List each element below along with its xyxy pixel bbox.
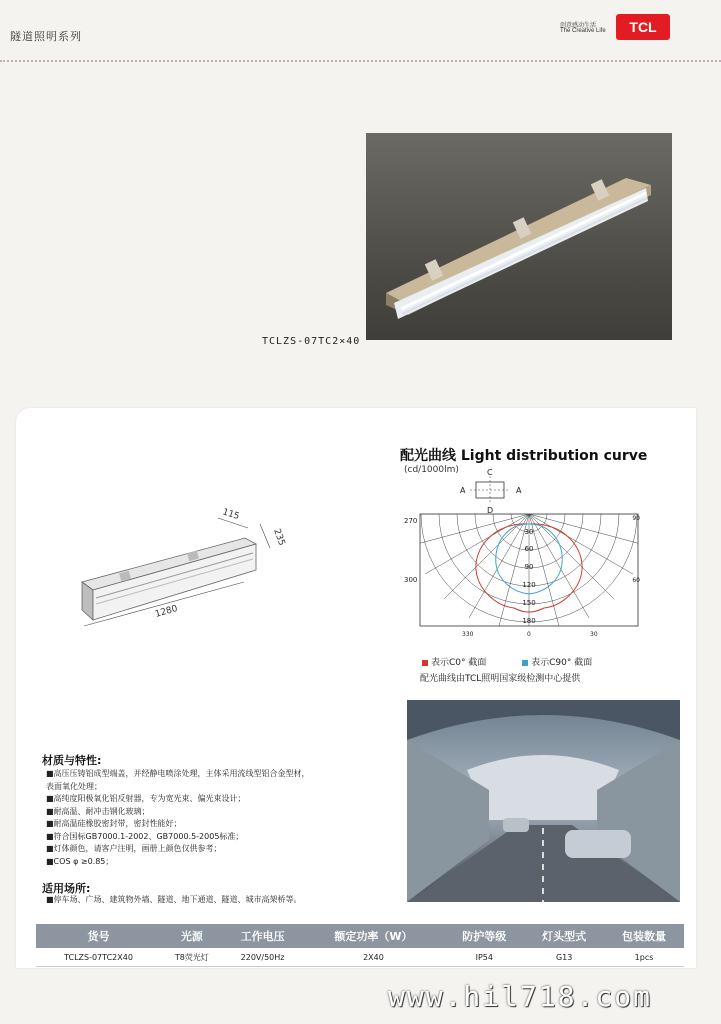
curve-provider-note: 配光曲线由TCL照明国家级检测中心提供 (420, 674, 581, 684)
radial-150: 150 (522, 599, 536, 607)
curve-legend (422, 655, 592, 668)
dim-length: 1280 (154, 603, 179, 620)
polar-chart (404, 478, 640, 642)
watermark: www.hil718.com (388, 980, 653, 1013)
legend-c90: 表示C90° 截面 (531, 658, 593, 668)
feature-item: ■高纯度阳极氧化铝反射器，专为宽光束、偏光束设计； (46, 794, 246, 803)
radial-120: 120 (522, 581, 536, 589)
cell-ip-rating: IP54 (444, 948, 524, 967)
fixture-illustration (366, 133, 672, 340)
cell-voltage: 220V/50Hz (223, 948, 303, 967)
header-item-no: 货号 (36, 924, 161, 948)
plane-a-left: A (460, 486, 466, 495)
tunnel-illustration (407, 700, 680, 902)
features-list (46, 768, 386, 868)
feature-item: ■COS φ ≥0.85； (46, 856, 114, 866)
radial-180: 180 (522, 617, 536, 625)
feature-item: ■耐高温、耐冲击钢化玻璃； (46, 806, 150, 816)
tunnel-photo (407, 700, 680, 902)
dim-height: 235 (271, 527, 287, 548)
tcl-logo: TCL (616, 14, 670, 40)
spec-table (36, 924, 684, 967)
feature-item: ■高压压铸铝成型端盖，并经静电喷涂处理，主体采用流线型铝合金型材， (46, 769, 310, 778)
product-photo (366, 133, 672, 340)
plane-d: D (487, 506, 494, 514)
header-ip-rating: 防护等级 (444, 924, 524, 948)
c0-swatch (422, 660, 428, 666)
angle-0: 0 (527, 631, 531, 638)
series-title: 隧道照明系列 (10, 30, 82, 43)
applications-title: 适用场所: (42, 882, 91, 895)
dim-width: 115 (221, 507, 241, 523)
angle-330: 330 (462, 631, 474, 638)
table-header-row (36, 924, 684, 948)
header-divider (0, 60, 721, 62)
feature-item: ■灯体颜色，请客户注明，画册上颜色仅供参考； (46, 844, 222, 853)
angle-90: 90 (632, 515, 640, 522)
header-voltage: 工作电压 (223, 924, 303, 948)
radial-60: 60 (524, 545, 534, 553)
angle-60: 60 (632, 577, 640, 584)
header-package-qty: 包装数量 (604, 924, 684, 948)
cell-item-no: TCLZS-07TC2X40 (36, 948, 161, 967)
slogan-en: The Creative Life (560, 28, 606, 34)
header-lamp-base: 灯头型式 (524, 924, 604, 948)
plane-a-right: A (516, 486, 522, 495)
cell-light-source: T8荧光灯 (161, 948, 223, 967)
radial-90: 90 (524, 563, 534, 571)
c90-swatch (522, 660, 528, 666)
cell-lamp-base: G13 (524, 948, 604, 967)
applications-text: ■停车场、广场、建筑物外墙、隧道、地下通道、隧道、城市高架桥等。 (46, 895, 302, 904)
angle-300: 300 (404, 576, 418, 584)
ldc-title: 配光曲线 Light distribution curve (400, 448, 648, 464)
dimension-drawing (60, 500, 310, 640)
feature-item: 表面氧化处理； (46, 781, 102, 791)
header-light-source: 光源 (161, 924, 223, 948)
ldc-unit: (cd/1000lm) (404, 465, 459, 475)
slogan-cn: 创意感动生活 (560, 22, 597, 29)
table-row (36, 948, 684, 967)
angle-270: 270 (404, 517, 418, 525)
cell-package-qty: 1pcs (604, 948, 684, 967)
angle-30: 30 (590, 631, 598, 638)
plane-c: C (487, 468, 493, 477)
feature-item: ■符合国标GB7000.1-2002、GB7000.5-2005标准； (46, 831, 244, 841)
model-caption: TCLZS-07TC2×40 (262, 336, 361, 347)
feature-item: ■耐高温硅橡胶密封带，密封性能好； (46, 819, 182, 828)
legend-c0: 表示C0° 截面 (431, 658, 487, 668)
header-power: 额定功率（W） (303, 924, 445, 948)
features-title: 材质与特性: (42, 754, 102, 767)
cell-power: 2X40 (303, 948, 445, 967)
radial-30: 30 (524, 528, 534, 536)
